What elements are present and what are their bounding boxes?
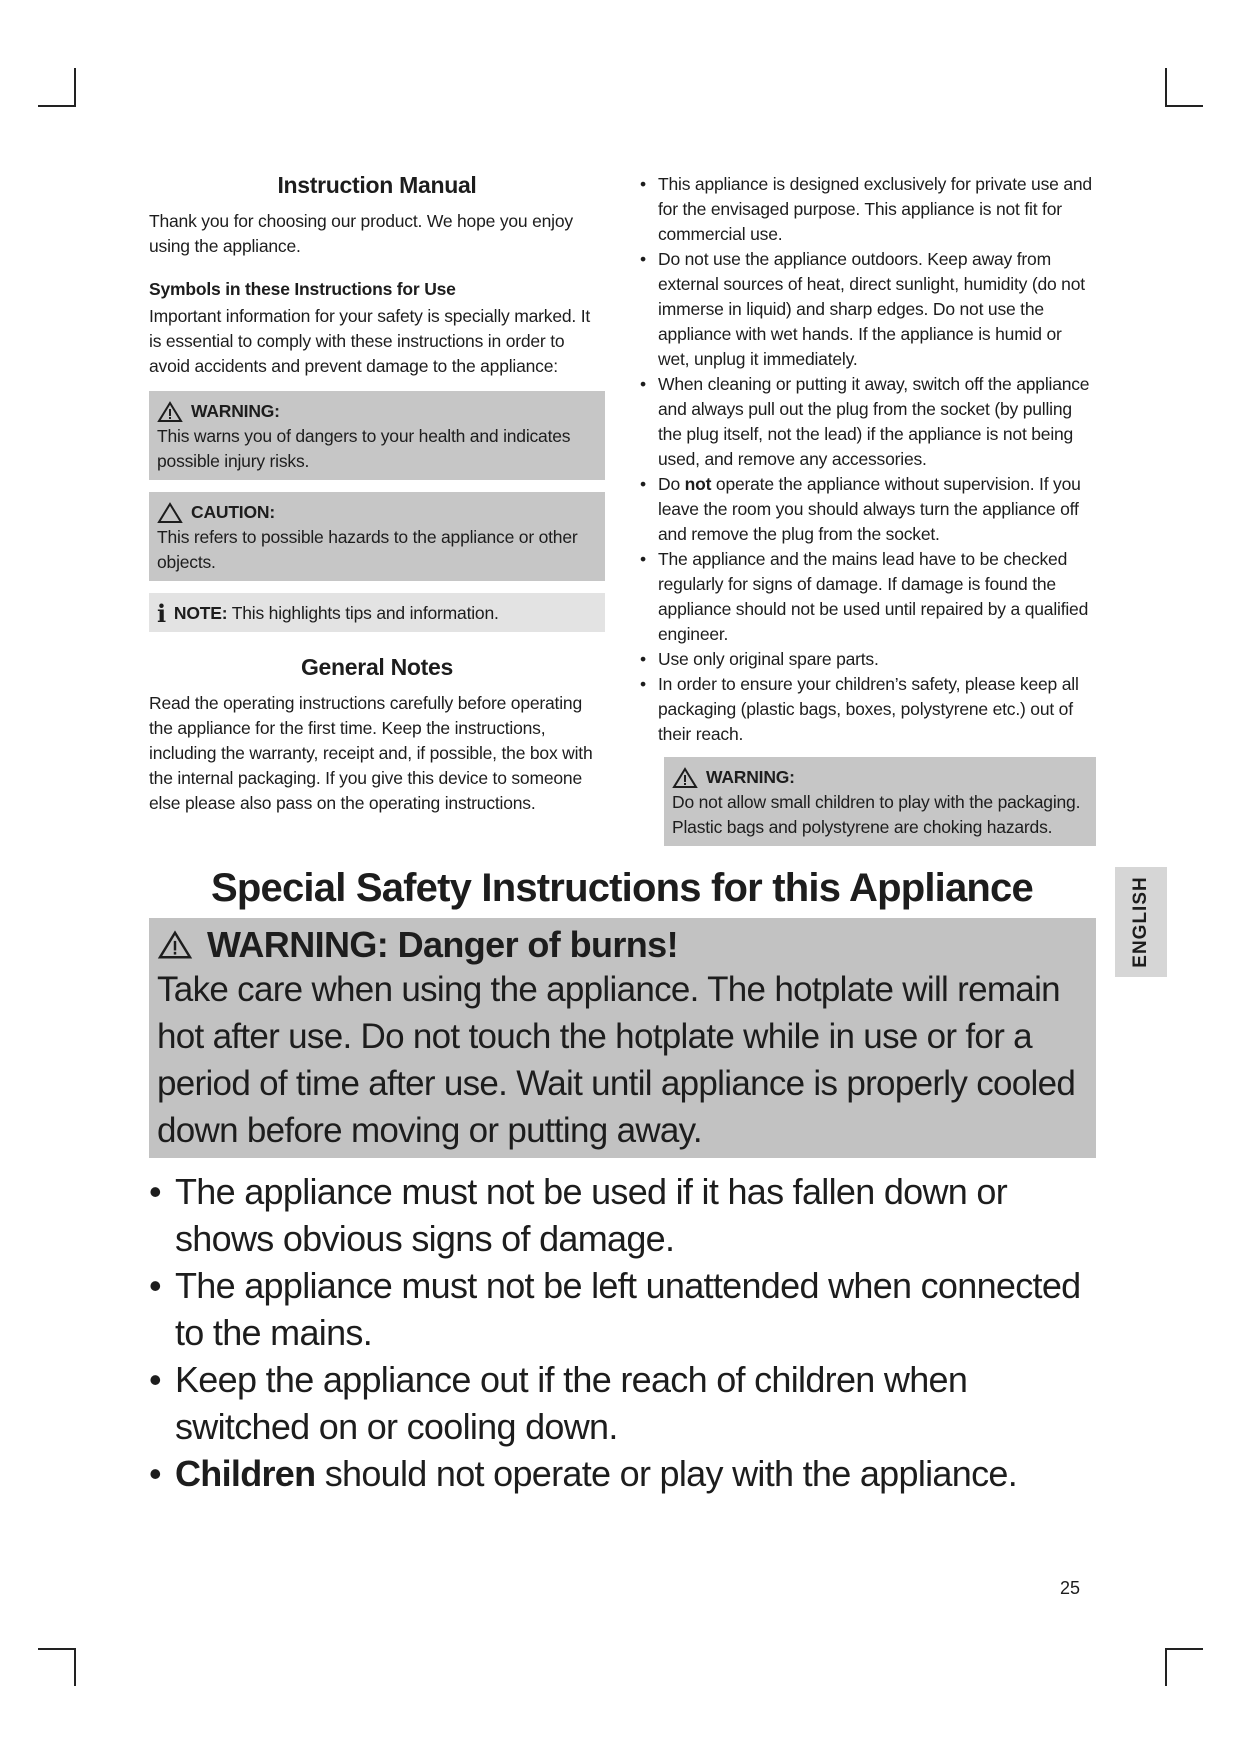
- crop-mark-bottom-left-h: [38, 1648, 76, 1650]
- right-column: [636, 172, 1096, 846]
- list-item: • The appliance must not be used if it has fallen down or shows obvious signs of damage.: [149, 1168, 1099, 1262]
- warning-label: WARNING:: [191, 401, 280, 421]
- warning-triangle-icon: [672, 767, 698, 789]
- note-text: This highlights tips and information.: [231, 603, 499, 623]
- page-number: 25: [1060, 1578, 1081, 1598]
- list-item: • When cleaning or putting it away, switch off the appliance and always pull out the plug from the socket (by pulling the plug itself, not the lead) if the appliance is not being used, and remove any accessories.: [636, 372, 1096, 472]
- list-item: • The appliance must not be left unattended when connected to the mains.: [149, 1262, 1099, 1356]
- language-tab: [1115, 867, 1167, 977]
- crop-mark-top-left-v: [74, 68, 76, 106]
- info-icon: i: [157, 599, 166, 629]
- list-item: • The appliance and the mains lead have to be checked regularly for signs of damage. If damage is found the appliance should not be used until repaired by a qualified engineer.: [636, 547, 1096, 647]
- warning-triangle-icon: [157, 401, 183, 423]
- caution-triangle-icon: [157, 502, 183, 524]
- children-rest: should not operate or play with the appliance.: [315, 1453, 1017, 1494]
- burn-warning-text: Take care when using the appliance. The hotplate will remain hot after use. Do not touch the hotplate while in use or for a period of time after use. Wait until appliance is properly cooled down before moving or putting away.: [157, 970, 1076, 1150]
- note-label: NOTE:: [173, 603, 228, 623]
- language-tab-label: ENGLISH: [1130, 876, 1151, 968]
- burn-warning-label: WARNING: Danger of burns!: [207, 924, 678, 965]
- special-safety-title: Special Safety Instructions for this Appliance: [211, 866, 1033, 910]
- crop-mark-top-left-h: [38, 105, 76, 107]
- special-bullet-list: [149, 1168, 1099, 1497]
- crop-mark-bottom-left-v: [74, 1648, 76, 1686]
- caution-box: [149, 492, 605, 581]
- instruction-manual-title: Instruction Manual: [277, 172, 477, 198]
- warning-label: WARNING:: [706, 767, 795, 787]
- list-item: • Do not use the appliance outdoors. Keep away from external sources of heat, direct sunlight, humidity (do not immerse in liquid) and sharp edges. Do not use the appliance with wet hands. If the appliance is humid or wet, unplug it immediately.: [636, 247, 1096, 372]
- note-box: [149, 593, 605, 632]
- list-item: • In order to ensure your children’s safety, please keep all packaging (plastic bags, boxes, polystyrene etc.) out of their reach.: [636, 672, 1096, 747]
- warning-text: Do not allow small children to play with the packaging. Plastic bags and polystyrene are choking hazards.: [672, 792, 1081, 837]
- packaging-warning-box: [664, 757, 1096, 846]
- warning-triangle-icon: [157, 930, 193, 960]
- list-item: • Keep the appliance out if the reach of children when switched on or cooling down.: [149, 1356, 1099, 1450]
- caution-text: This refers to possible hazards to the appliance or other objects.: [157, 527, 578, 572]
- list-item-pre: Do: [658, 474, 685, 494]
- crop-mark-bottom-right-v: [1165, 1648, 1167, 1686]
- symbols-text: Important information for your safety is specially marked. It is essential to comply with these instructions in order to avoid accidents and prevent damage to the appliance:: [149, 306, 591, 376]
- list-item: • This appliance is designed exclusively for private use and for the envisaged purpose. This appliance is not fit for commercial use.: [636, 172, 1096, 247]
- caution-label: CAUTION:: [191, 502, 275, 522]
- children-bold: Children: [175, 1453, 316, 1494]
- list-item-post: operate the appliance without supervision. If you leave the room you should always turn the appliance off and remove the plug from the socket.: [658, 474, 1081, 544]
- list-item-bold: not: [684, 474, 712, 494]
- safety-bullet-list: [636, 172, 1096, 747]
- crop-mark-top-right-h: [1165, 105, 1203, 107]
- symbols-heading: Symbols in these Instructions for Use: [149, 279, 456, 299]
- general-notes-text: Read the operating instructions carefully before operating the appliance for the first time. Keep the instructions, including the warranty, receipt and, if possible, the box with the internal packaging. If you give this device to someone else please also pass on the operating instructions.: [149, 693, 593, 813]
- warning-box: [149, 391, 605, 480]
- left-column: [149, 172, 605, 816]
- crop-mark-top-right-v: [1165, 68, 1167, 106]
- intro-text: Thank you for choosing our product. We hope you enjoy using the appliance.: [149, 211, 573, 256]
- warning-text: This warns you of dangers to your health and indicates possible injury risks.: [157, 426, 571, 471]
- list-item: • Use only original spare parts.: [636, 647, 1096, 672]
- burn-warning-box: [149, 918, 1096, 1158]
- list-item: [636, 472, 1096, 547]
- general-notes-title: General Notes: [300, 654, 454, 680]
- crop-mark-bottom-right-h: [1165, 1648, 1203, 1650]
- list-item: [149, 1450, 1099, 1497]
